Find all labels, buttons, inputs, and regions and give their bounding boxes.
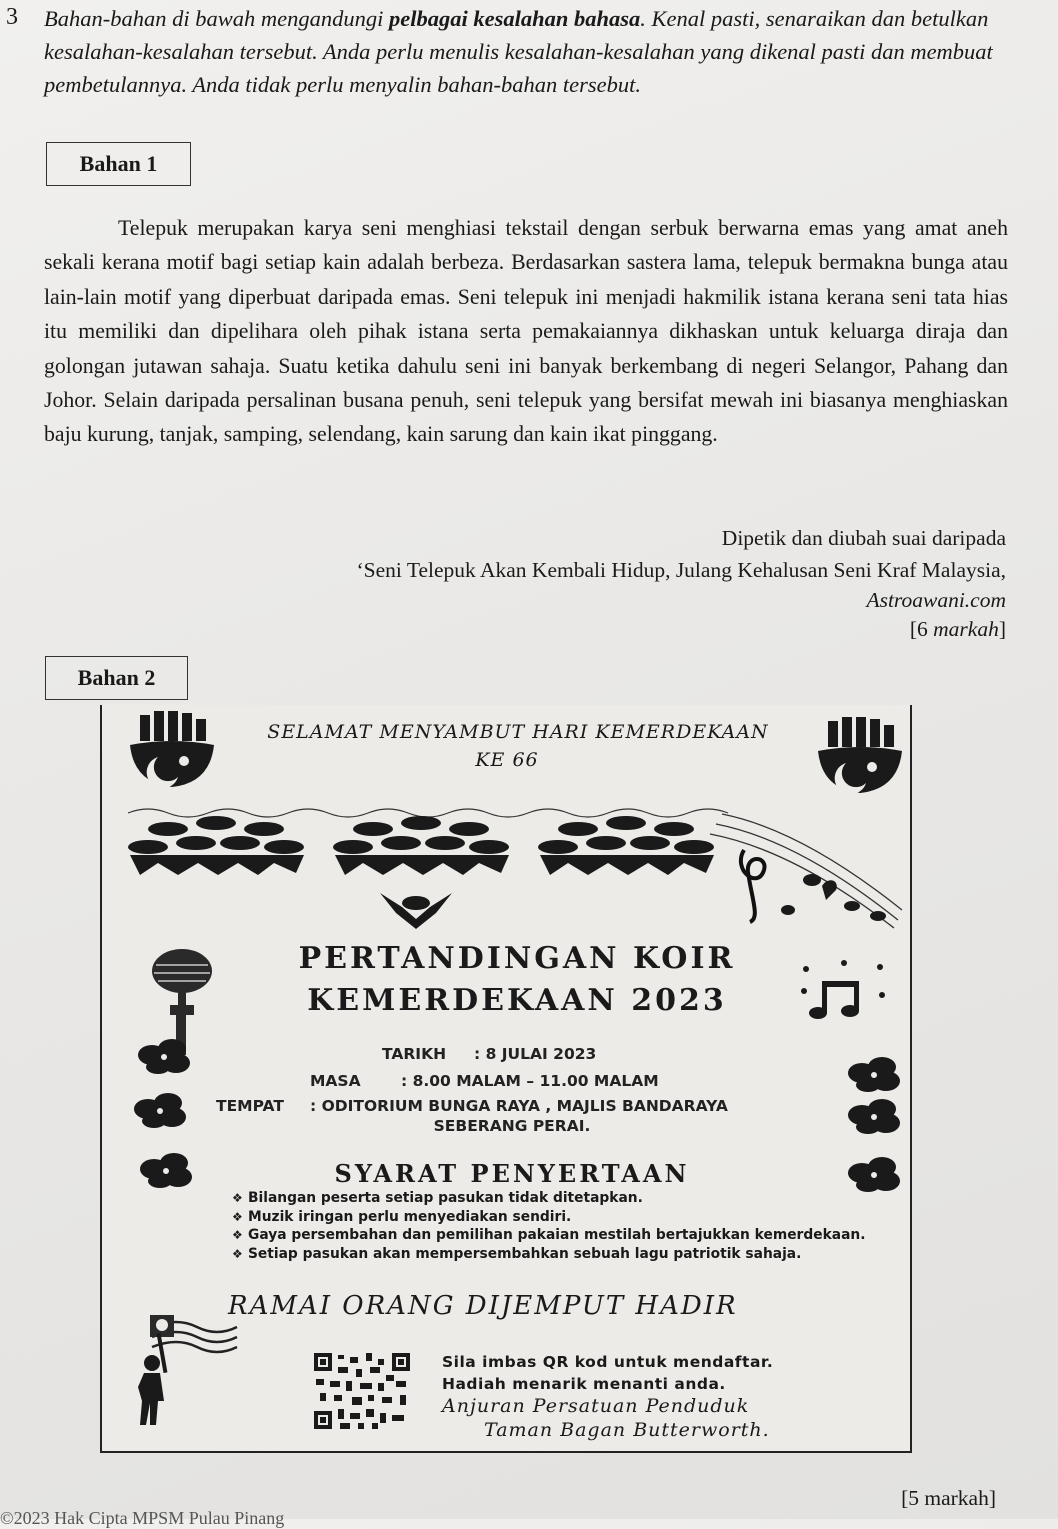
choir-poster — [100, 705, 912, 1453]
organizer-line-1: Anjuran Persatuan Penduduk — [442, 1395, 750, 1417]
rule-item: ❖ Setiap pasukan akan mempersembahkan sebuah lagu patriotik sahaja. — [232, 1245, 872, 1264]
flag-man-icon — [122, 1297, 242, 1427]
tarikh-label: TARIKH — [382, 1045, 447, 1063]
treble-clef-icon — [702, 810, 907, 930]
hibiscus-icon — [132, 1091, 188, 1129]
rule-item: ❖ Bilangan peserta setiap pasukan tidak ditetapkan. — [232, 1189, 872, 1208]
choir-icon — [118, 785, 738, 935]
source-line-2: ‘Seni Telepuk Akan Kembali Hidup, Julang Kehalusan Seni Kraf Malaysia, — [356, 558, 1006, 582]
emblem-icon — [122, 711, 222, 789]
masa-label: MASA — [310, 1072, 361, 1090]
bahan2-label: Bahan 2 — [45, 656, 188, 700]
marks-word: markah — [933, 617, 999, 641]
question-number: 3 — [6, 4, 18, 30]
hibiscus-icon — [846, 1155, 902, 1193]
tarikh-value: : 8 JULAI 2023 — [474, 1045, 597, 1063]
rule-item: ❖ Muzik iringan perlu menyediakan sendiri. — [232, 1208, 872, 1227]
bahan1-passage: Telepuk merupakan karya seni menghiasi tekstail dengan serbuk berwarna emas yang amat aneh sekali kerana motif bagi setiap kain adalah berbeza. Berdasarkan sastera lama, telepuk bermakna bunga atau lain-lain motif yang diperbuat daripada emas. Seni telepuk ini menjadi hakmilik istana kerana seni tata hias itu memiliki dan dipelihara oleh pihak istana serta pemakaiannya dikhaskan untuk keluarga diraja dan golongan jutawan sahaja. Suatu ketika dahulu seni ini banyak berkembang di negeri Selangor, Pahang dan Johor. Selain daripada persalinan busana penuh, seni telepuk yang bersifat mewah ini biasanya menghiaskan baju kurung, tanjak, samping, selendang, kain sarung dan kain ikat pinggang. — [44, 216, 1008, 447]
prize-note: Hadiah menarik menanti anda. — [442, 1375, 726, 1393]
source-line-1: Dipetik dan diubah suai daripada — [721, 526, 1006, 550]
poster-title-line-2: KEMERDEKAAN 2023 — [307, 983, 727, 1018]
syarat-heading: SYARAT PENYERTAAN — [334, 1159, 690, 1188]
bahan1-label: Bahan 1 — [46, 142, 191, 186]
emblem-icon — [810, 717, 910, 795]
organizer-line-2: Taman Bagan Butterworth. — [484, 1419, 770, 1441]
rule-item: ❖ Gaya persembahan dan pemilihan pakaian mestilah bertajukkan kemerdekaan. — [232, 1226, 872, 1245]
footer-copyright: ©2023 Hak Cipta MPSM Pulau Pinang — [0, 1508, 285, 1528]
bahan2-marks: [5 markah] — [901, 1486, 996, 1510]
tempat-value-line-2: SEBERANG PERAI. — [433, 1117, 591, 1135]
invite-heading: RAMAI ORANG DIJEMPUT HADIR — [228, 1291, 738, 1321]
poster-title-line-1: PERTANDINGAN KOIR — [298, 941, 736, 976]
welcome-line-1: SELAMAT MENYAMBUT HARI KEMERDEKAAN — [267, 721, 769, 743]
hibiscus-icon — [846, 1055, 902, 1093]
tempat-label: TEMPAT — [216, 1097, 284, 1115]
bahan1-marks — [910, 617, 1006, 642]
question-instructions — [44, 2, 1024, 101]
marks-close: ] — [998, 617, 1006, 641]
qr-instruction: Sila imbas QR kod untuk mendaftar. — [442, 1353, 774, 1371]
qr-code-icon — [312, 1351, 412, 1431]
source-line-3: Astroawani.com — [866, 588, 1006, 612]
rules-list — [232, 1189, 872, 1263]
music-note-icon — [800, 955, 890, 1025]
welcome-line-2: KE 66 — [475, 749, 539, 771]
hibiscus-icon — [138, 1151, 194, 1189]
hibiscus-icon — [846, 1097, 902, 1135]
instructions-emphasis: pelbagai kesalahan bahasa — [388, 6, 641, 31]
instructions-part1: Bahan-bahan di bawah mengandungi — [44, 6, 389, 31]
masa-value: : 8.00 MALAM – 11.00 MALAM — [401, 1072, 659, 1090]
instructions-part2: . Kenal pasti, senaraikan dan betulkan kesalahan-kesalahan tersebut. Anda perlu menulis kesalahan-kesalahan yang dikenal pasti dan membuat pembetulannya. Anda tidak perlu menyalin bahan-bahan tersebut. — [44, 6, 993, 97]
marks-open: [6 — [909, 617, 934, 641]
hibiscus-icon — [136, 1037, 192, 1075]
tempat-value: : ODITORIUM BUNGA RAYA , MAJLIS BANDARAYA — [310, 1097, 728, 1115]
